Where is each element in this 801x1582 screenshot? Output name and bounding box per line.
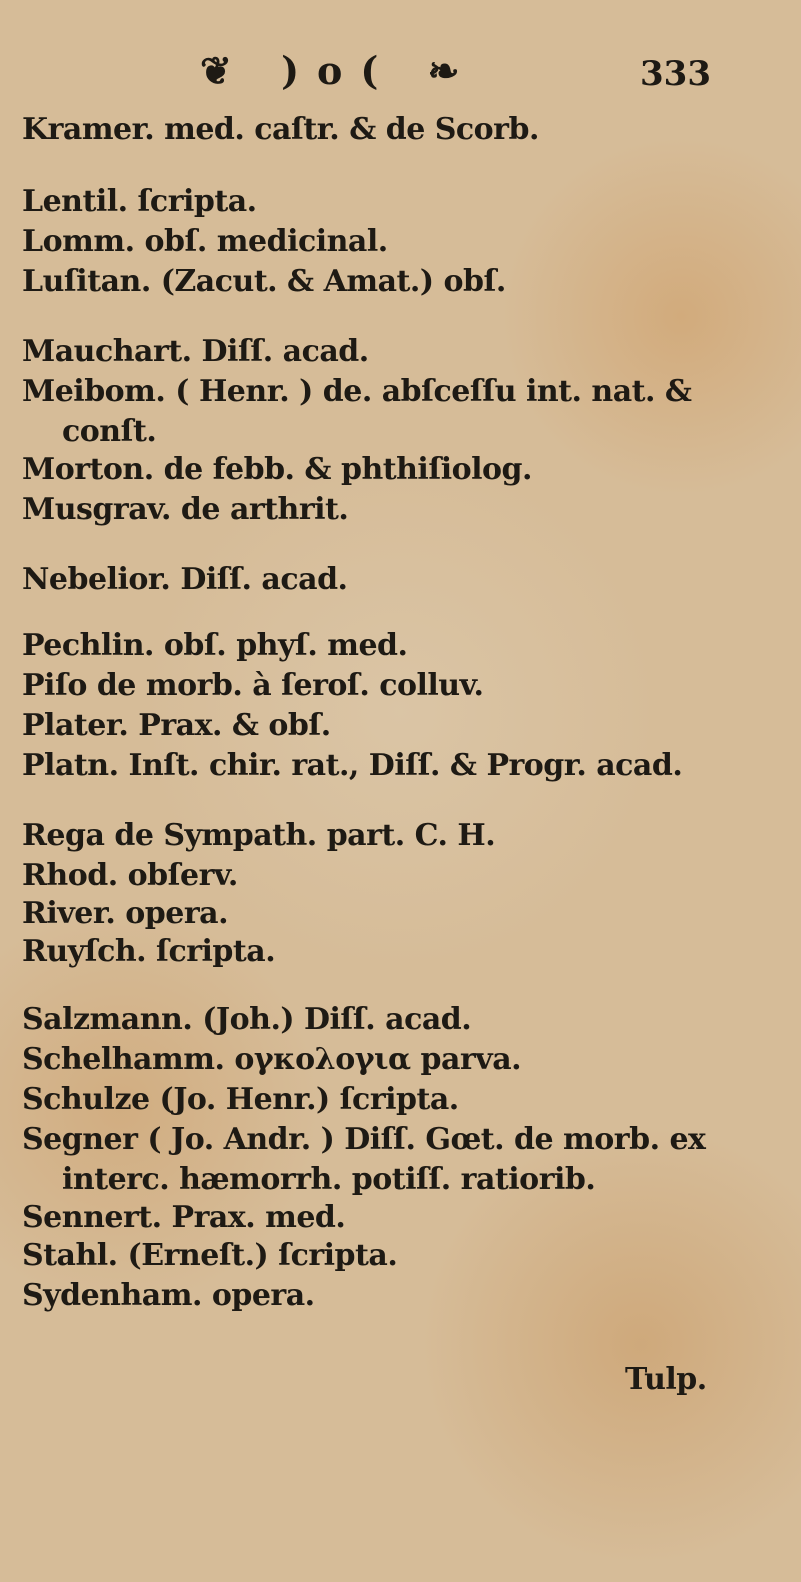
- bibliography-entry: Stahl. (Erneſt.) ſcripta.: [22, 1238, 398, 1273]
- bibliography-entry: Schulze (Jo. Henr.) ſcripta.: [22, 1082, 459, 1117]
- bibliography-entry-continuation: conſt.: [62, 414, 157, 449]
- bibliography-entry: Sennert. Prax. med.: [22, 1200, 346, 1235]
- catchword: Tulp.: [625, 1362, 707, 1397]
- bibliography-entry: Ruyſch. ſcripta.: [22, 934, 276, 969]
- bibliography-entry: Lomm. obſ. medicinal.: [22, 224, 388, 259]
- bibliography-entry: Mauchart. Diſſ. acad.: [22, 334, 369, 369]
- bibliography-entry: Segner ( Jo. Andr. ) Diſſ. Gœt. de morb. ex: [22, 1122, 706, 1157]
- bibliography-entry: Schelhamm. ογκολογια parva.: [22, 1042, 522, 1077]
- bibliography-entry: Morton. de febb. & phthiſiolog.: [22, 452, 532, 487]
- bibliography-entry-continuation: interc. hæmorrh. potiſſ. ratiorib.: [62, 1162, 596, 1197]
- bibliography-entry: Kramer. med. caſtr. & de Scorb.: [22, 112, 539, 147]
- page-number: 333: [640, 54, 711, 94]
- bibliography-entry: Salzmann. (Joh.) Diſſ. acad.: [22, 1002, 472, 1037]
- bibliography-entry: Nebelior. Diſſ. acad.: [22, 562, 348, 597]
- bibliography-entry: Platn. Inſt. chir. rat., Diſſ. & Progr. acad.: [22, 748, 683, 783]
- bibliography-entry: Meibom. ( Henr. ) de. abſceſſu int. nat. &: [22, 374, 692, 409]
- bibliography-entry: Rhod. obſerv.: [22, 858, 238, 893]
- bibliography-entry: Luſitan. (Zacut. & Amat.) obſ.: [22, 264, 506, 299]
- bibliography-entry: Lentil. ſcripta.: [22, 184, 257, 219]
- bibliography-entry: Plater. Prax. & obſ.: [22, 708, 331, 743]
- bibliography-entry: River. opera.: [22, 896, 229, 931]
- bibliography-entry: Rega de Sympath. part. C. H.: [22, 818, 496, 853]
- bibliography-entry: Musgrav. de arthrit.: [22, 492, 349, 527]
- bibliography-entry: Sydenham. opera.: [22, 1278, 315, 1313]
- bibliography-entry: Pechlin. obſ. phyſ. med.: [22, 628, 408, 663]
- page-header: [0, 48, 801, 108]
- header-ornament: ❦ )o( ❧: [200, 48, 478, 93]
- bibliography-entry: Piſo de morb. à ſeroſ. colluv.: [22, 668, 484, 703]
